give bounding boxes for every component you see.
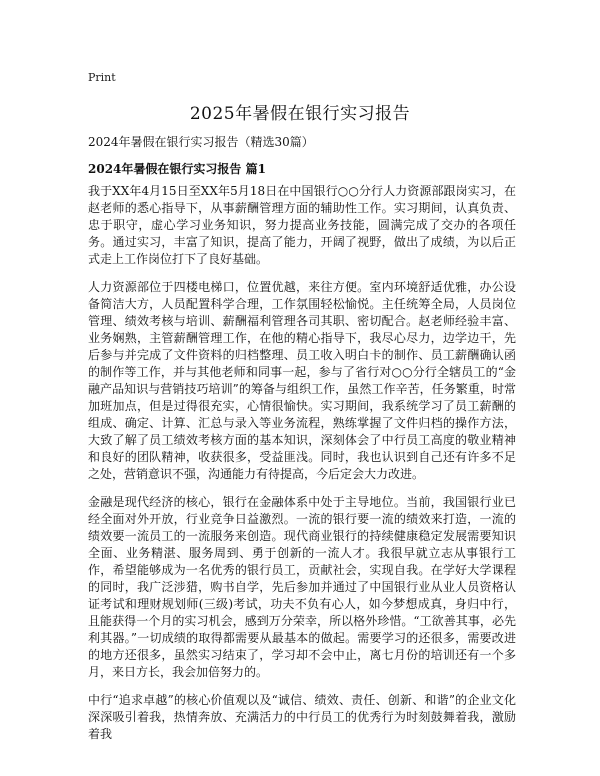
article-body bbox=[88, 183, 516, 754]
paragraph: 人力资源部位于四楼电梯口，位置优越，来往方便。室内环境舒适优雅，办公设备简洁大方，人员配置科学合理，工作氛围轻松愉悦。主任统筹全局，人员岗位管理、绩效考核与培训、薪酬福利管理各司其职、密切配合。赵老师经验丰富、业务娴熟，主管薪酬管理工作，在他的精心指导下，我尽心尽力，边学边干，先后参与并完成了文件资料的归档整理、员工收入明白卡的制作、员工薪酬确认函的制作等工作，并与其他老师和同事一起，参与了省行对○○分行全辖员工的“金融产品知识与营销技巧培训”的筹备与组织工作，虽然工作辛苦，任务繁重，时常加班加点，但是过得很充实，心情很愉快。实习期间，我系统学习了员工薪酬的组成、确定、计算、汇总与录入等业务流程，熟练掌握了文件归档的操作方法，大致了解了员工绩效考核方面的基本知识，深刻体会了中行员工高度的敬业精神和良好的团队精神，收获很多，受益匪浅。同时，我也认识到自己还有许多不足之处，营销意识不强，沟通能力有待提高，今后定会大力改进。 bbox=[88, 280, 516, 481]
paragraph: 中行“追求卓越”的核心价值观以及“诚信、绩效、责任、创新、和谐”的企业文化深深吸引着我，热情奔放、充满活力的中行员工的优秀行为时刻鼓舞着我，激励着我 bbox=[88, 693, 516, 741]
document-subtitle: 2024年暑假在银行实习报告（精选30篇） bbox=[88, 135, 314, 149]
print-link[interactable]: Print bbox=[88, 71, 116, 84]
paragraph: 我于XX年4月15日至XX年5月18日在中国银行○○分行人力资源部跟岗实习，在赵老师的悉心指导下，从事薪酬管理方面的辅助性工作。实习期间，认真负责、忠于职守，虚心学习业务知识，努力提高业务技能，圆满完成了交办的各项任务。通过实习，丰富了知识，提高了能力，开阔了视野，做出了成绩，为以后正式走上工作岗位打下了良好基础。 bbox=[88, 184, 516, 266]
paragraph: 金融是现代经济的核心，银行在金融体系中处于主导地位。当前，我国银行业已经全面对外开放，行业竞争日益激烈。一流的银行要一流的绩效来打造，一流的绩效要一流员工的一流服务来创造。现代商业银行的持续健康稳定发展需要知识全面、业务精湛、服务周到、勇于创新的一流人才。我很早就立志从事银行工作，希望能够成为一名优秀的银行员工，贡献社会，实现自我。在学好大学课程的同时，我广泛涉猎，购书自学，先后参加并通过了中国银行业从业人员资格认证考试和理财规划师(三级)考试，功夫不负有心人，如今梦想成真，身归中行，且能获得一个月的实习机会，感到万分荣幸，所以格外珍惜。“工欲善其事，必先利其器。”一切成绩的取得都需要从最基本的做起。需要学习的还很多，需要改进的地方还很多，虽然实习结束了，学习却不会中止，离七月份的培训还有一个多月，来日方长，我会加倍努力的。 bbox=[88, 495, 516, 679]
document-title: 2025年暑假在银行实习报告 bbox=[189, 104, 411, 124]
section-heading: 2024年暑假在银行实习报告 篇1 bbox=[88, 162, 266, 176]
